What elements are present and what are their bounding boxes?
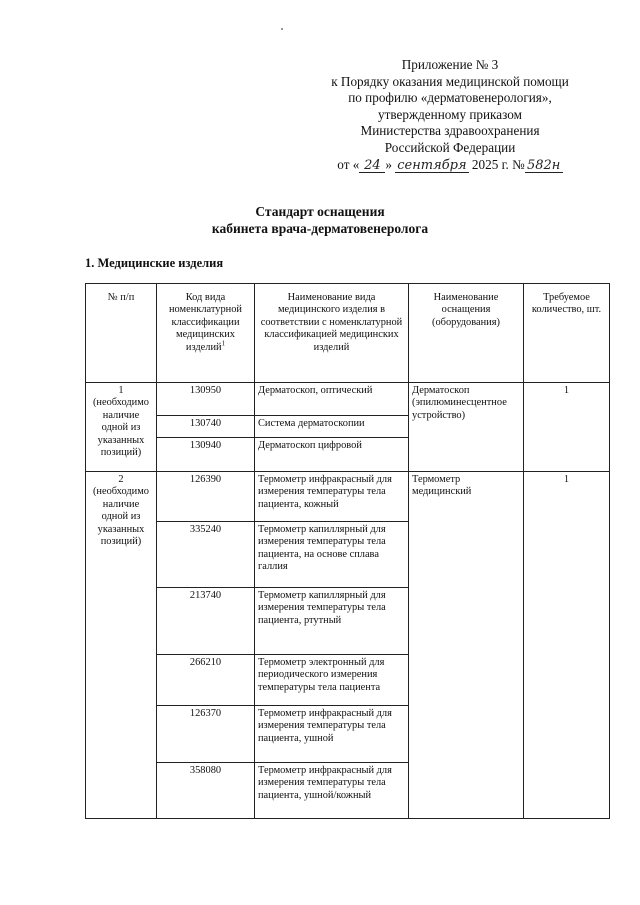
device-name-cell: Дерматоскоп, оптический: [255, 383, 409, 416]
scan-dot: [281, 28, 283, 30]
header-code: [157, 284, 255, 383]
handwritten-month: сентября: [397, 157, 467, 173]
group-number-cell: [86, 472, 157, 819]
code-cell: 213740: [157, 588, 255, 655]
handwritten-day: 24: [359, 159, 385, 173]
appendix-line-2: к Порядку оказания медицинской помощи: [331, 73, 569, 89]
title-line-2: кабинета врача-дерматовенеролога: [211, 221, 429, 236]
header-quantity: Требуемое количество, шт.: [524, 284, 610, 383]
group-note: (необходимо наличие одной из указанных позиций): [92, 486, 150, 548]
quantity-cell: 1: [524, 383, 610, 472]
header-equipment: Наименование оснащения (оборудования): [409, 284, 524, 383]
date-sep: »: [385, 156, 392, 172]
table-row: [86, 472, 610, 522]
document-title: [0, 203, 640, 237]
appendix-line-3: по профилю «дерматовенерология»,: [348, 90, 552, 106]
device-name-cell: Дерматоскоп цифровой: [255, 438, 409, 472]
date-year: 2025 г. №: [471, 156, 525, 172]
code-cell: 266210: [157, 655, 255, 706]
group-number: 1: [118, 385, 124, 396]
code-cell: 130740: [157, 416, 255, 438]
appendix-line-4: утвержденному приказом: [378, 106, 522, 122]
table-header-row: [86, 284, 610, 383]
handwritten-order-number: 582н: [525, 159, 563, 173]
device-name-cell: Термометр электронный для периодического измерения температуры тела пациента: [255, 655, 409, 706]
appendix-header: [300, 57, 600, 173]
device-name-cell: Термометр капиллярный для измерения температуры тела пациента, на основе сплава галлия: [255, 522, 409, 588]
code-cell: 130950: [157, 383, 255, 416]
appendix-line-1: Приложение № 3: [401, 57, 499, 72]
appendix-line-6: Российской Федерации: [384, 139, 516, 155]
code-cell: 130940: [157, 438, 255, 472]
header-name: Наименование вида медицинского изделия в соответствии с номенклатурной классификацией медицинских изделий: [255, 284, 409, 383]
header-code-text: Код вида номенклатурной классификации медицинских изделий: [169, 292, 242, 353]
code-cell: 358080: [157, 763, 255, 819]
code-cell: 335240: [157, 522, 255, 588]
order-date-line: [300, 157, 600, 174]
device-name-cell: Система дерматоскопии: [255, 416, 409, 438]
device-name-cell: Термометр инфракрасный для измерения температуры тела пациента, ушной: [255, 706, 409, 763]
header-num: № п/п: [86, 284, 157, 383]
appendix-line-5: Министерства здравоохранения: [360, 123, 540, 139]
quantity-cell: 1: [524, 472, 610, 819]
header-code-footnote: 1: [221, 339, 226, 348]
table-row: [86, 383, 610, 416]
group-number-cell: [86, 383, 157, 472]
device-name-cell: Термометр капиллярный для измерения температуры тела пациента, ртутный: [255, 588, 409, 655]
date-prefix: от «: [337, 156, 360, 172]
title-line-1: Стандарт оснащения: [255, 204, 385, 219]
equipment-cell: Термометр медицинский: [409, 472, 524, 819]
code-cell: 126390: [157, 472, 255, 522]
group-note: (необходимо наличие одной из указанных позиций): [92, 397, 150, 459]
device-name-cell: Термометр инфракрасный для измерения температуры тела пациента, кожный: [255, 472, 409, 522]
device-name-cell: Термометр инфракрасный для измерения температуры тела пациента, ушной/кожный: [255, 763, 409, 819]
code-cell: 126370: [157, 706, 255, 763]
equipment-table: [85, 283, 610, 819]
section-heading: 1. Медицинские изделия: [85, 256, 224, 270]
equipment-cell: Дерматоскоп (эпилюминесцентное устройство): [409, 383, 524, 472]
group-number: 2: [118, 474, 124, 485]
